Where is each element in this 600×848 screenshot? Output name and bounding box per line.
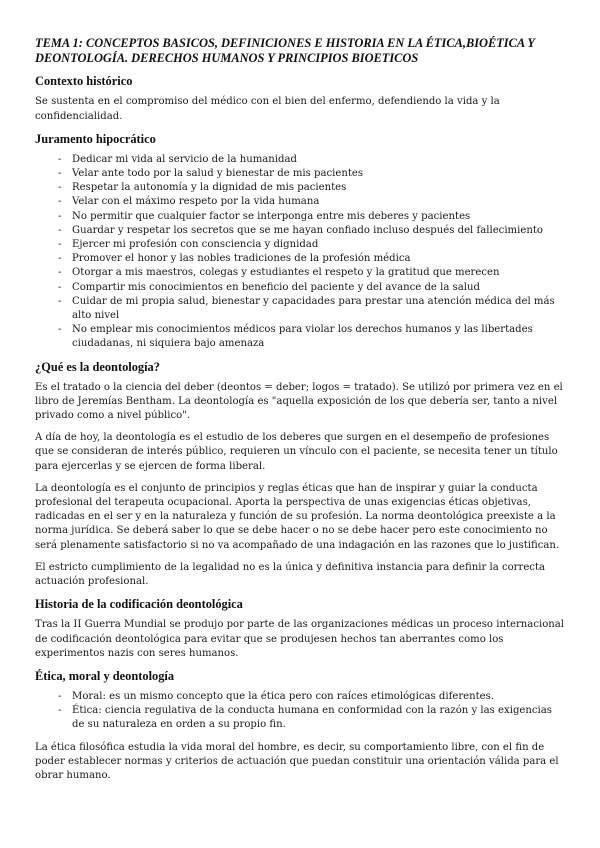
list-item: - Guardar y respetar los secretos que se me hayan confiado incluso después del fallecimiento (35, 224, 566, 238)
list-dash: - (58, 705, 62, 717)
paragraph-deontologia-3: La deontología es el conjunto de principios y reglas éticas que han de inspirar y guiar la conducta profesional del terapeuta ocupacional. Aporta la perspectiva de unas exigencias éticas objetivas, radicadas en el ser y en la naturaleza y función de su profesión. La norma deontológica preexiste a la norma jurídica. Se deberá saber lo que se debe hacer o no se debe hacer pero este conocimiento no será plenamente satisfactorio si no va acompañado de una indagación en las razones que lo justifican. (35, 482, 560, 551)
heading-etica: Ética, moral y deontología (35, 668, 175, 683)
list-dash: - (58, 281, 62, 293)
list-item: - Ética: ciencia regulativa de la conducta humana en conformidad con la razón y las exigencias de su naturaleza en orden a su propio fin. (58, 705, 552, 731)
list-dash: - (58, 196, 62, 208)
list-dash: - (58, 267, 62, 279)
list-item: - Promover el honor y las nobles tradiciones de la profesión médica (35, 252, 566, 266)
paragraph-historia: Tras la II Guerra Mundial se produjo por parte de las organizaciones médicas un proceso internacional de codificación deontológica para evitar que se produjesen hechos tan aberrantes como los experimentos nazis con seres humanos. (35, 619, 565, 659)
heading-historia: Historia de la codificación deontológica (35, 597, 243, 612)
heading-contexto: Contexto histórico (35, 74, 133, 89)
list-item: - Respetar la autonomía y la dignidad de mis pacientes (35, 181, 566, 195)
paragraph-contexto: Se sustenta en el compromiso del médico con el bien del enfermo, defendiendo la vida y la confidencialidad. (35, 96, 500, 122)
list-dash: - (58, 690, 62, 702)
list-item: - Velar ante todo por la salud y bienestar de mis pacientes (35, 167, 566, 181)
list-item: - Ejercer mi profesión con consciencia y dignidad (35, 238, 566, 252)
heading-juramento: Juramento hipocrático (35, 131, 156, 146)
list-item: - Dedicar mi vida al servicio de la humanidad (35, 153, 566, 167)
list-juramento (35, 153, 566, 352)
list-dash: - (58, 224, 62, 236)
list-dash: - (58, 253, 62, 265)
list-dash: - (58, 324, 62, 336)
list-item: - Otorgar a mis maestros, colegas y estudiantes el respeto y la gratitud que merecen (35, 266, 566, 280)
list-etica (35, 690, 566, 733)
heading-deontologia: ¿Qué es la deontología? (35, 359, 160, 374)
list-item: - Cuidar de mi propia salud, bienestar y capacidades para prestar una atención médica del más alto nivel (58, 295, 555, 322)
list-dash: - (58, 210, 62, 222)
page-title: TEMA 1: CONCEPTOS BASICOS, DEFINICIONES E HISTORIA EN LA ÉTICA,BIOÉTICA Y DEONTOLOGÍA. DERECHOS HUMANOS Y PRINCIPIOS BIOETICOS (35, 36, 535, 66)
list-dash: - (58, 153, 62, 165)
list-dash: - (58, 295, 62, 307)
list-item: - No permitir que cualquier factor se interponga entre mis deberes y pacientes (35, 210, 566, 224)
paragraph-etica: La ética filosófica estudia la vida moral del hombre, es decir, su comportamiento libre, con el fin de poder establecer normas y criterios de actuación que puedan constituir una orientación válida para el obrar humano. (35, 741, 559, 781)
paragraph-deontologia-1: Es el tratado o la ciencia del deber (deontos = deber; logos = tratado). Se utilizó por primera vez en el libro de Jeremías Bentham. La deontología es "aquella exposición de los que debería ser, tanto a nivel privado como a nivel público". (35, 381, 563, 422)
list-dash: - (58, 168, 62, 180)
list-item: - Velar con el máximo respeto por la vida humana (35, 195, 566, 209)
list-dash: - (58, 182, 62, 194)
list-item: - Compartir mis conocimientos en beneficio del paciente y del avance de la salud (35, 281, 566, 295)
list-item: - Moral: es un mismo concepto que la ética pero con raíces etimológicas diferentes. (35, 690, 566, 704)
list-dash: - (58, 239, 62, 251)
list-item: - No emplear mis conocimientos médicos para violar los derechos humanos y las libertades ciudadanas, ni siquiera bajo amenaza (58, 324, 533, 350)
paragraph-deontologia-2: A día de hoy, la deontología es el estudio de los deberes que surgen en el desempeño de profesiones que se consideran de interés público, requieren un vínculo con el paciente, se necesita tener un título para ejercerlas y se ejercen de forma liberal. (35, 432, 558, 472)
paragraph-deontologia-4: El estricto cumplimiento de la legalidad no es la única y definitiva instancia para definir la correcta actuación profesional. (35, 561, 546, 588)
